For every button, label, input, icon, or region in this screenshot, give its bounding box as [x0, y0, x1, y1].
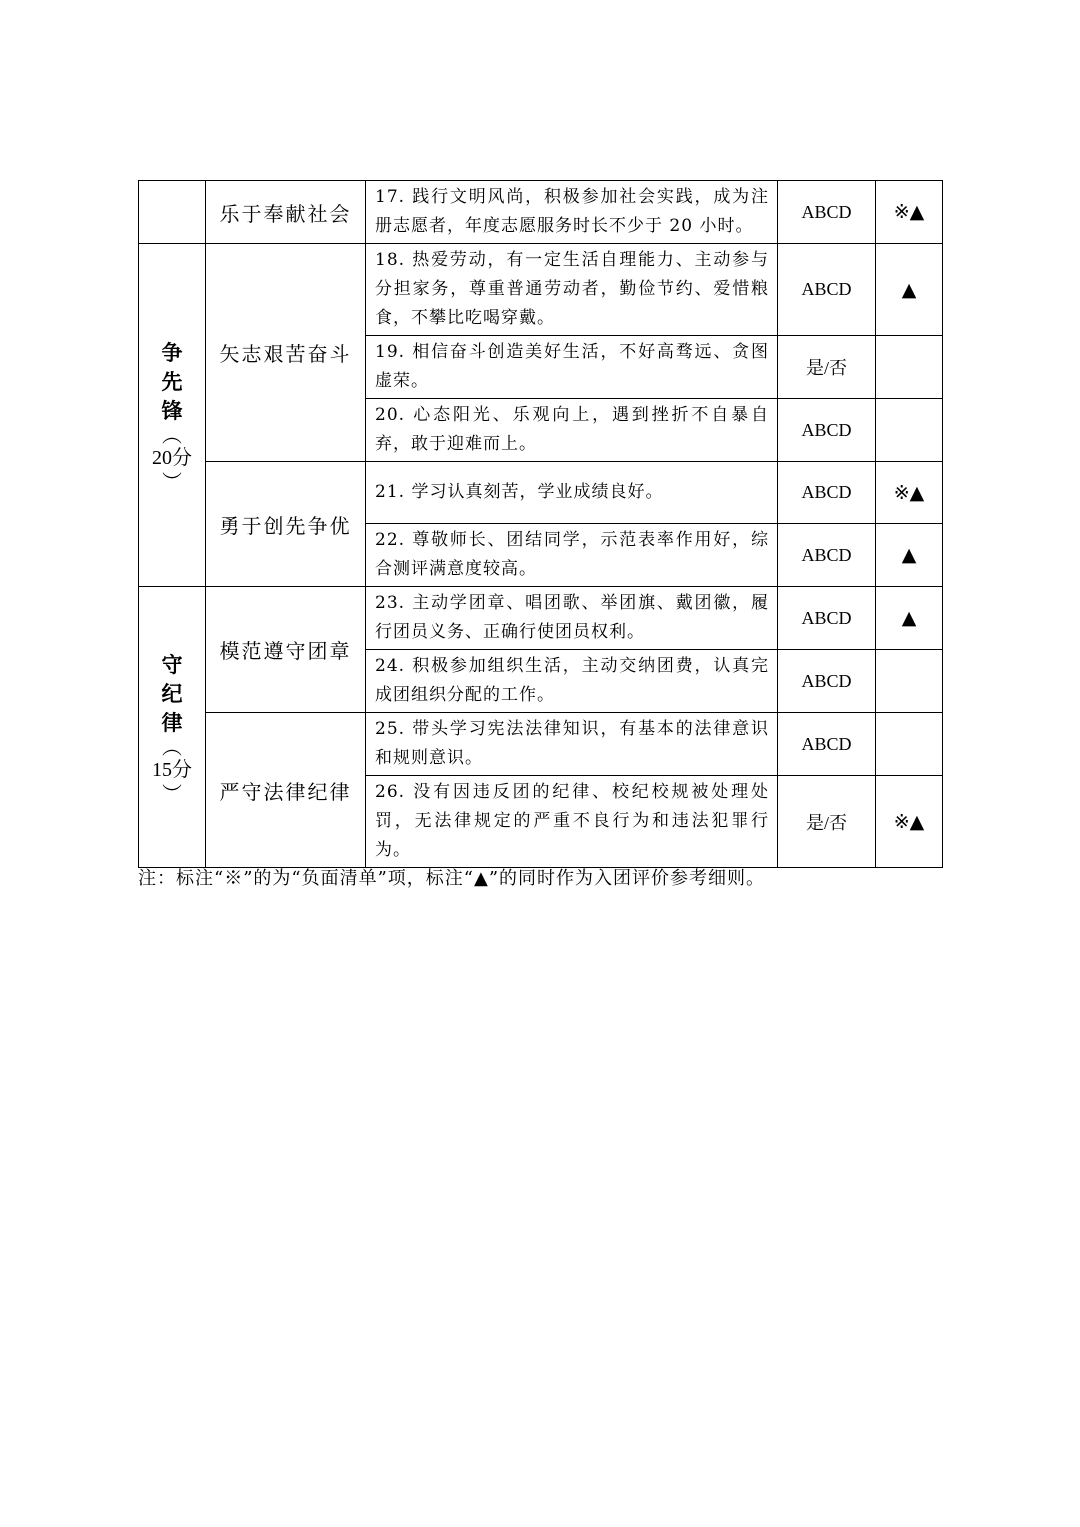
grade-cell: ABCD [778, 181, 876, 244]
mark-cell: ※▲ [876, 776, 943, 868]
criterion-cell: 19. 相信奋斗创造美好生活，不好高骛远、贪图虚荣。 [366, 336, 778, 399]
grade-cell: 是/否 [778, 776, 876, 868]
grade-cell: ABCD [778, 713, 876, 776]
mark-cell [876, 650, 943, 713]
criterion-cell: 21. 学习认真刻苦，学业成绩良好。 [366, 462, 778, 524]
category-cell: 争 先 锋 ︵ 20分 ︶ [139, 244, 206, 587]
grade-cell: ABCD [778, 650, 876, 713]
table-row [139, 587, 943, 650]
mark-cell: ▲ [876, 244, 943, 336]
table-footnote: 注：标注“※”的为“负面清单”项，标注“▲”的同时作为入团评价参考细则。 [138, 868, 766, 889]
criterion-cell: 18. 热爱劳动，有一定生活自理能力、主动参与分担家务，尊重普通劳动者，勤俭节约、爱惜粮食，不攀比吃喝穿戴。 [366, 244, 778, 336]
category-label: 争 先 锋 [161, 341, 183, 423]
subcategory-cell: 严守法律纪律 [206, 713, 366, 868]
grade-cell: ABCD [778, 244, 876, 336]
criterion-cell: 17. 践行文明风尚，积极参加社会实践，成为注册志愿者，年度志愿服务时长不少于 20 小时。 [366, 181, 778, 244]
grade-cell: ABCD [778, 524, 876, 587]
category-label: 守 纪 律 [161, 653, 183, 735]
mark-cell [876, 336, 943, 399]
subcategory-cell: 矢志艰苦奋斗 [206, 244, 366, 462]
table-row [139, 462, 943, 524]
subcategory-cell: 乐于奉献社会 [206, 181, 366, 244]
criterion-cell: 24. 积极参加组织生活，主动交纳团费，认真完成团组织分配的工作。 [366, 650, 778, 713]
mark-cell: ▲ [876, 524, 943, 587]
subcategory-cell: 模范遵守团章 [206, 587, 366, 713]
table-row [139, 244, 943, 336]
mark-cell: ※▲ [876, 462, 943, 524]
mark-cell [876, 713, 943, 776]
mark-cell [876, 399, 943, 462]
criterion-cell: 25. 带头学习宪法法律知识，有基本的法律意识和规则意识。 [366, 713, 778, 776]
table-row [139, 181, 943, 244]
evaluation-table [138, 180, 943, 868]
criterion-cell: 23. 主动学团章、唱团歌、举团旗、戴团徽，履行团员义务、正确行使团员权利。 [366, 587, 778, 650]
subcategory-cell: 勇于创先争优 [206, 462, 366, 587]
category-cell: 守 纪 律 ︵ 15分 ︶ [139, 587, 206, 868]
criterion-cell: 26. 没有因违反团的纪律、校纪校规被处理处罚，无法律规定的严重不良行为和违法犯罪行为。 [366, 776, 778, 868]
grade-cell: ABCD [778, 462, 876, 524]
grade-cell: ABCD [778, 399, 876, 462]
grade-cell: ABCD [778, 587, 876, 650]
table-row [139, 713, 943, 776]
criterion-cell: 20. 心态阳光、乐观向上，遇到挫折不自暴自弃，敢于迎难而上。 [366, 399, 778, 462]
category-score: 15分 [152, 759, 192, 781]
category-score: 20分 [152, 447, 192, 469]
category-cell [139, 181, 206, 244]
mark-cell: ▲ [876, 587, 943, 650]
mark-cell: ※▲ [876, 181, 943, 244]
grade-cell: 是/否 [778, 336, 876, 399]
criterion-cell: 22. 尊敬师长、团结同学，示范表率作用好，综合测评满意度较高。 [366, 524, 778, 587]
